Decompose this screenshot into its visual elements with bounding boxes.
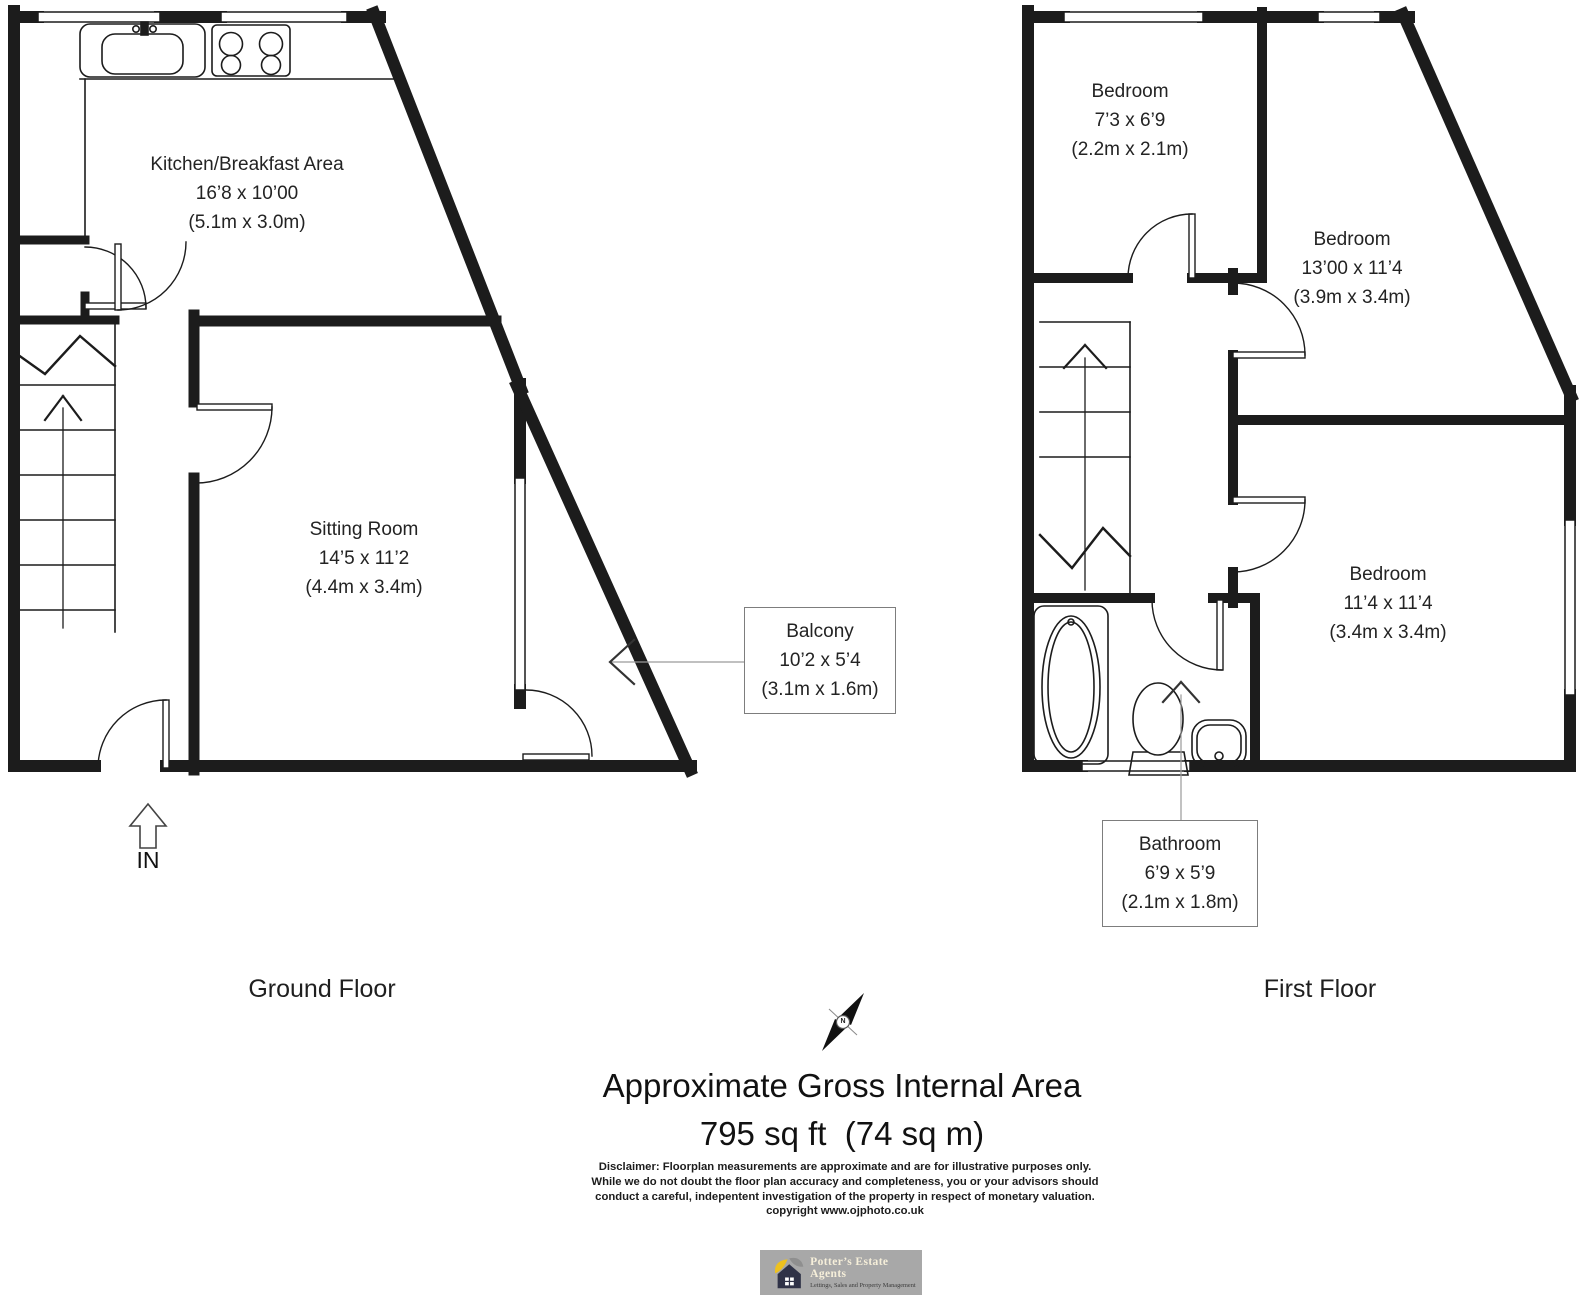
disclaimer-text — [591, 1160, 1098, 1219]
hob-ring-icon — [222, 56, 241, 75]
disclaimer-line: copyright www.ojphoto.co.uk — [766, 1205, 924, 1218]
door-leaf — [1233, 352, 1305, 358]
door-swing — [1128, 214, 1192, 278]
toilet-icon — [1133, 683, 1183, 755]
door-leaf — [197, 404, 272, 410]
window — [1565, 520, 1575, 695]
sitting-room-label — [305, 515, 422, 602]
tap-icon — [133, 26, 139, 32]
room-size-metric: (4.4m x 3.4m) — [305, 577, 423, 598]
tap-icon — [141, 22, 148, 35]
floorplan-page: N Kitchen/Breakfast Area 16’8 x 10’00 (5.1m x 3.0m) Sitting Room 14’5 x 11’2 (4.4m x 3.4m) Balcony 10’2 x 5’4 (3.1m x 1.6m) IN Bedroom 7’3 x 6’9 (2.2m x 2.1m) Bedroom 13’00 x 11’4 (3.9m x 3.4m) Bedroom 11’4 x 11’4 (3.4m x 3.4m) Bathroom 6’9 x 5’9 (2.1m x 1.8m) Ground Floor First Floor Approximate Gross Internal Area 795 sq ft (74 sq m) Disclaimer: Floorplan measurements are approximate and are for illustrative purposes only. While we do not doubt the floor plan accuracy and completeness, you or your advisors should conduct a careful, indepentent investigation of the property in respect of monetary valuation. copyright www.ojphoto.co.uk Potter’s Estate Agents Lettings, Sales and Property Management — [0, 0, 1584, 1304]
estate-agent-house-icon — [766, 1252, 804, 1293]
balcony-door-leaf — [523, 754, 589, 760]
room-name: Bedroom — [1313, 229, 1391, 250]
ground-floor-title: Ground Floor — [248, 975, 396, 1003]
room-size-metric: (2.1m x 1.8m) — [1121, 892, 1239, 913]
window — [515, 478, 525, 690]
bathtub-icon — [1042, 616, 1100, 758]
logo-tagline: Lettings, Sales and Property Management — [810, 1282, 916, 1289]
basin-icon — [1197, 725, 1241, 763]
window — [1318, 12, 1380, 22]
room-size-metric: (3.1m x 1.6m) — [761, 679, 879, 700]
first-floor-stairs — [1040, 322, 1130, 594]
front-door-leaf — [163, 700, 169, 768]
door-leaf — [1233, 497, 1305, 503]
entrance-in-label: IN — [136, 847, 160, 873]
window — [1064, 12, 1203, 22]
room-size-imperial: 7’3 x 6’9 — [1094, 110, 1166, 131]
ground-floor-windows — [38, 12, 525, 690]
door-swing — [1233, 500, 1305, 572]
room-name: Sitting Room — [309, 519, 419, 540]
room-size-imperial: 13’00 x 11’4 — [1301, 258, 1403, 279]
room-size-imperial: 16’8 x 10’00 — [195, 183, 299, 204]
bedroom-small-label — [1071, 77, 1188, 164]
disclaimer-line: Disclaimer: Floorplan measurements are approximate and are for illustrative purposes only. — [598, 1161, 1092, 1173]
tap-icon — [150, 26, 156, 32]
door-swing — [98, 700, 166, 768]
stairs-break-line — [14, 336, 115, 374]
bathroom-door-leaf — [1217, 600, 1223, 670]
estate-agent-logo — [760, 1250, 922, 1295]
room-name: Bathroom — [1138, 834, 1222, 855]
room-name: Kitchen/Breakfast Area — [150, 154, 344, 175]
bedroom-rear-label — [1329, 560, 1446, 647]
gross-area-value: 795 sq ft (74 sq m) — [699, 1115, 985, 1152]
door-swing — [1152, 600, 1222, 670]
logo-agency-name: Potter’s Estate Agents — [810, 1256, 889, 1280]
window — [1082, 761, 1190, 771]
room-name: Bedroom — [1349, 564, 1427, 585]
bathtub-icon — [1034, 606, 1108, 764]
window — [221, 12, 347, 22]
door-swing — [526, 690, 592, 756]
door-swing — [196, 407, 272, 483]
room-size-imperial: 10’2 x 5’4 — [779, 650, 861, 671]
room-size-imperial: 6’9 x 5’9 — [1144, 863, 1216, 884]
gross-area-title: Approximate Gross Internal Area — [602, 1067, 1082, 1104]
ground-floor-plan — [14, 11, 744, 848]
door-leaf — [1189, 214, 1195, 278]
hob-ring-icon — [220, 33, 243, 56]
kitchen-label — [150, 150, 343, 237]
disclaimer-line: While we do not doubt the floor plan accuracy and completeness, you or your advisors should — [591, 1175, 1099, 1188]
hob-icon — [212, 25, 290, 76]
door-swing — [118, 242, 186, 310]
room-size-metric: (3.9m x 3.4m) — [1293, 287, 1411, 308]
leaf-gray-icon — [789, 1258, 803, 1267]
hob-ring-icon — [260, 33, 283, 56]
basin-drain-icon — [1215, 752, 1223, 760]
sink-bowl-icon — [102, 34, 183, 74]
room-size-metric: (5.1m x 3.0m) — [188, 212, 306, 233]
ground-floor-interior-walls — [14, 240, 496, 770]
room-name: Bedroom — [1091, 81, 1169, 102]
bathtub-icon — [1048, 622, 1094, 752]
first-floor-title: First Floor — [1263, 975, 1377, 1003]
room-name: Balcony — [786, 621, 854, 642]
room-size-metric: (2.2m x 2.1m) — [1071, 139, 1189, 160]
logo-text — [810, 1256, 922, 1289]
room-size-metric: (3.4m x 3.4m) — [1329, 622, 1447, 643]
door-leaf — [115, 244, 121, 310]
in-arrow-icon — [130, 804, 166, 848]
bathroom-callout — [1102, 820, 1258, 927]
room-size-imperial: 11’4 x 11’4 — [1343, 593, 1433, 614]
hob-ring-icon — [262, 56, 281, 75]
bedroom-large-label — [1293, 225, 1410, 312]
disclaimer-line: conduct a careful, indepentent investigation of the property in respect of monetary valuation. — [595, 1190, 1095, 1203]
bathroom-fixtures — [1034, 606, 1246, 775]
room-size-imperial: 14’5 x 11’2 — [318, 548, 410, 569]
ground-floor-stairs — [14, 322, 115, 632]
window — [38, 12, 160, 22]
balcony-callout — [744, 607, 896, 714]
